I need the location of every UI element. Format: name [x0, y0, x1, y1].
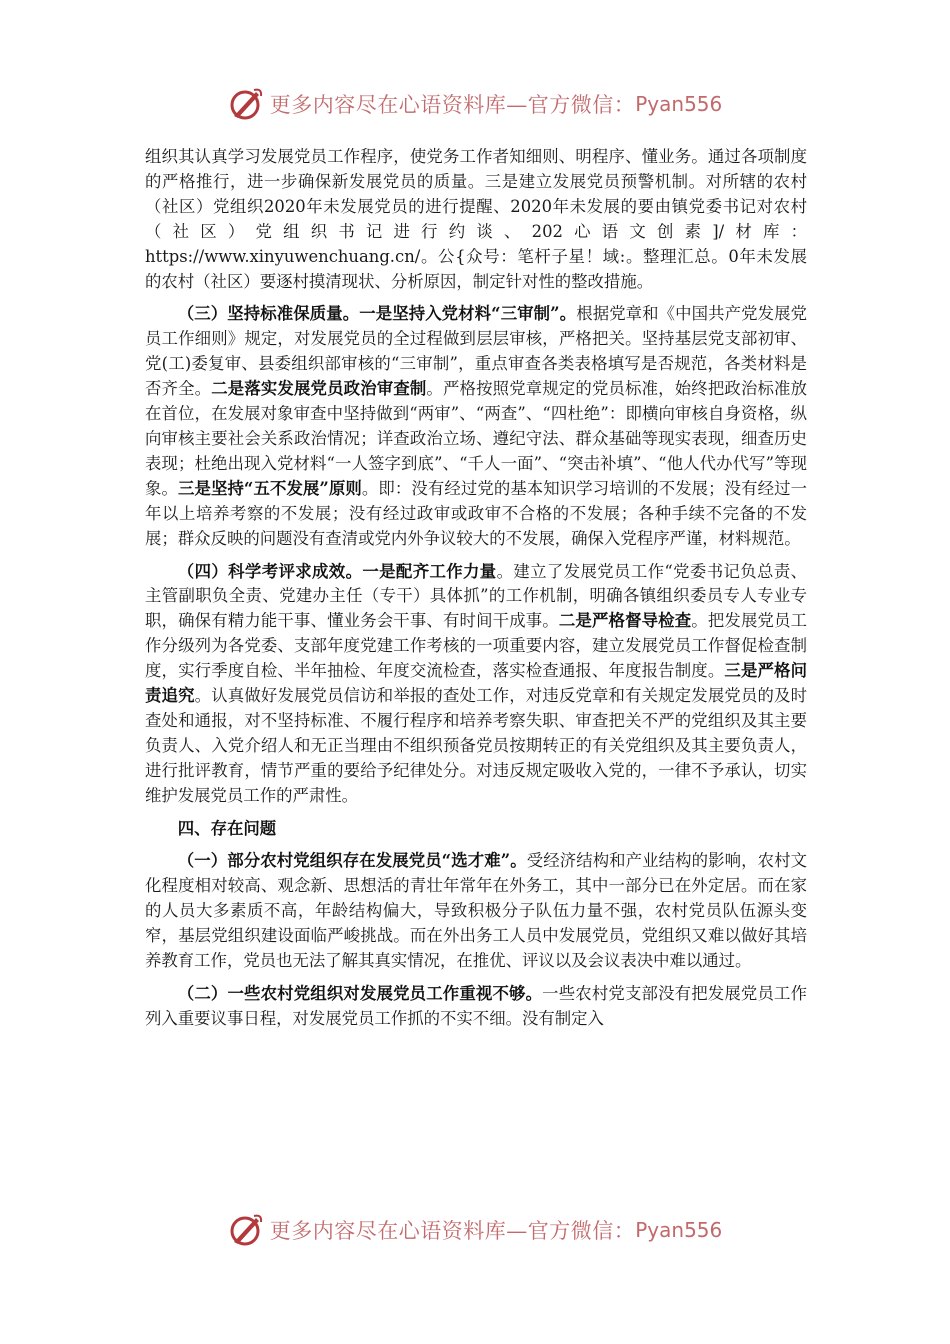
banner-text: 更多内容尽在心语资料库—官方微信：: [269, 1219, 636, 1243]
bold-lead-1: （三）坚持标准保质量。一是坚持入党材料“三审制”。: [177, 304, 577, 324]
bold-lead: （一）部分农村党组织存在发展党员“选才难”。: [177, 851, 527, 871]
document-body: [145, 145, 807, 1040]
text: 受经济结构和产业结构的影响，农村文化程度相对较高、观念新、思想活的青壮年常年在外务工，其中一部分已在外定居。而在家的人员大多素质不高，年龄结构偏大，导致积极分子队伍力量不强，农村党员队伍源头变窄，基层党组织建设面临严峻挑战。而在外出务工人员中发展党员，党组织又难以做好其培养教育工作，党员也无法了解其真实情况，在推优、评议以及会议表决中难以通过。: [145, 851, 807, 971]
text-2: 。严格按照党章规定的党员标准，始终把政治标准放在首位，在发展对象审查中坚持做到“两审”、“两查”、“四杜绝”：即横向审核自身资格，纵向审核主要社会关系政治情况；详查政治立场、遵纪守法、群众基础等现实表现，细查历史表现；杜绝出现入党材料“一人签字到底”、“千人一面”、“突击补填”、“他人代办代写”等现象。: [145, 379, 808, 498]
text: 一些农村党支部没有把发展党员工作列入重要议事日程，对发展党员工作抓的不实不细。没有制定入: [145, 984, 807, 1028]
footer-banner: [0, 1208, 950, 1252]
bold-lead-2: 二是严格督导检查: [558, 611, 692, 631]
paragraph-problem-1: [145, 849, 807, 974]
paragraph-problem-2: [145, 982, 807, 1032]
text-3: 。认真做好发展党员信访和举报的查处工作，对违反党章和有关规定发展党员的及时查处和通报，对不坚持标准、不履行程序和培养考察失职、审查把关不严的党组织及其主要负责人、入党介绍人和无正当理由不组织预备党员按期转正的有关党组织及其主要负责人，进行批评教育，情节严重的要给予纪律处分。对违反规定吸收入党的，一律不予承认，切实维护发展党员工作的严肃性。: [145, 686, 808, 805]
banner-text: 更多内容尽在心语资料库—官方微信：: [269, 93, 636, 117]
bold-lead: （二）一些农村党组织对发展党员工作重视不够。: [177, 984, 543, 1003]
bold-lead-3: 三是坚持“五不发展”原则: [177, 478, 362, 498]
quill-logo-icon: [228, 1212, 264, 1248]
section-heading-4: 四、存在问题: [177, 818, 277, 838]
text-1: 根据党章和《中国共产党发展党员工作细则》规定，对发展党员的全过程做到层层审核，严格把关。坚持基层党支部初审、党(工)委复审、县委组织部审核的“三审制”，重点审查各类表格填写是否规范，各类材料是否齐全。: [145, 304, 808, 399]
text-1: 。建立了发展党员工作“党委书记负总责、主管副职负全责、党建办主任（专干）具体抓”的工作机制，明确各镇组织委员专人专业专职，确保有精力能干事、懂业务会干事、有时间干成事。: [145, 561, 807, 631]
text-3: 。即：没有经过党的基本知识学习培训的不发展；没有经过一年以上培养考察的不发展；没有经过政审或政审不合格的不发展；各种手续不完备的不发展；群众反映的问题没有查清或党内外争议较大的不发展，确保入党程序严谨，材料规范。: [145, 478, 808, 548]
banner-wechat-id: Pyan556: [635, 1218, 723, 1242]
header-banner: [0, 82, 950, 126]
quill-logo-icon: [228, 86, 264, 122]
text-2: 。把发展党员工作分级列为各党委、支部年度党建工作考核的一项重要内容，建立发展党员工作督促检查制度，实行季度自检、半年抽检、年度交流检查，落实检查通报、年度报告制度。: [145, 611, 808, 681]
banner-wechat-id: Pyan556: [635, 92, 723, 116]
bold-lead-2: 二是落实发展党员政治审查制: [211, 379, 427, 399]
paragraph-4-si: [145, 560, 807, 809]
paragraph-1: 组织其认真学习发展党员工作程序，使党务工作者知细则、明程序、懂业务。通过各项制度的严格推行，进一步确保新发展党员的质量。三是建立发展党员预警机制。对所辖的农村（社区）党组织2020年未发展党员的进行提醒、2020年未发展的要由镇党委书记对农村（社区）党组织书记进行约谈、202心语文创素]/材库：https://www.xinyuwenchuang.cn/。公{众号：笔杆子星！域:。整理汇总。0年未发展的农村（社区）要逐村摸清现状、分析原因，制定针对性的整改措施。: [145, 147, 807, 291]
bold-lead-1: （四）科学考评求成效。一是配齐工作力量: [177, 561, 497, 581]
paragraph-3-san: [145, 302, 807, 551]
bold-lead-3: 三是严格问责追究: [145, 661, 807, 706]
